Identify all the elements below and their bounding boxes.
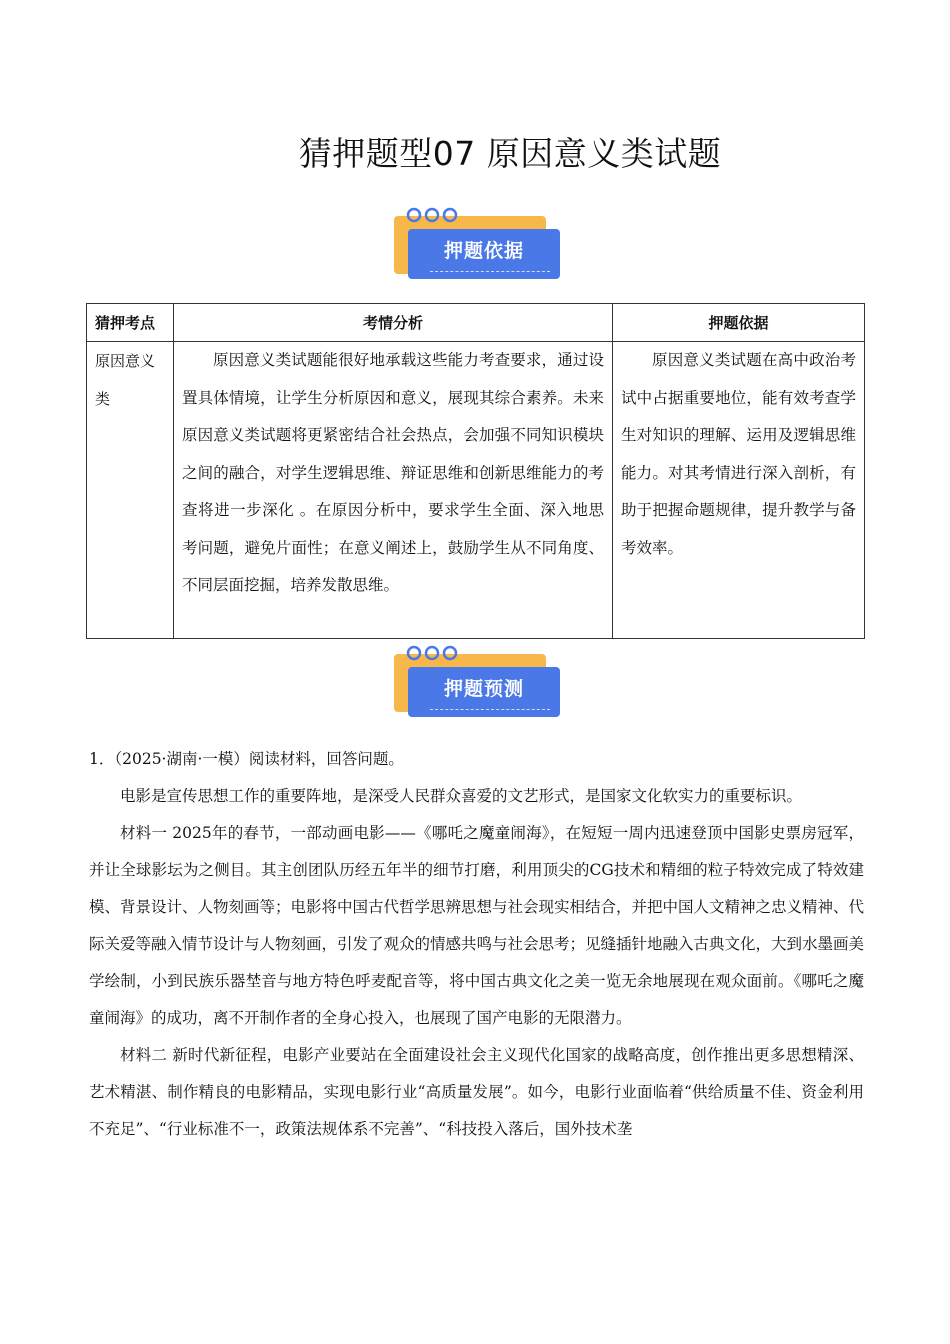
rings-icon [402, 641, 462, 663]
question-intro: 电影是宣传思想工作的重要阵地，是深受人民群众喜爱的文艺形式，是国家文化软实力的重要标识。 [120, 787, 803, 805]
cell-point: 原因意义类 [87, 342, 174, 639]
cell-basis: 原因意义类试题在高中政治考试中占据重要地位，能有效考查学生对知识的理解、运用及逻辑思维能力。对其考情进行深入剖析，有助于把握命题规律，提升教学与备考效率。 [613, 342, 865, 639]
table-row [87, 342, 865, 639]
section-badge-prediction [394, 641, 564, 721]
material-two: 材料二 新时代新征程，电影产业要站在全面建设社会主义现代化国家的战略高度，创作推出更多思想精深、艺术精湛、制作精良的电影精品，实现电影行业“高质量发展”。如今，电影行业面临着“供给质量不佳、资金利用不充足”、“行业标准不一，政策法规体系不完善”、“科技投入落后，国外技术垄 [89, 1046, 864, 1138]
badge-label: 押题依据 [443, 240, 524, 262]
badge-label: 押题预测 [443, 678, 524, 700]
table-header-row [87, 304, 865, 342]
basis-table [86, 303, 865, 639]
page-title: 猜押题型07 原因意义类试题 [298, 134, 722, 173]
cell-analysis: 原因意义类试题能很好地承载这些能力考查要求，通过设置具体情境，让学生分析原因和意义，展现其综合素养。未来原因意义类试题将更紧密结合社会热点，会加强不同知识模块之间的融合，对学生逻辑思维、辩证思维和创新思维能力的考查将进一步深化 。在原因分析中，要求学生全面、深入地思考问题，避免片面性；在意义阐述上，鼓励学生从不同角度、不同层面挖掘，培养发散思维。 [174, 342, 613, 639]
question-block [89, 741, 864, 1148]
header-basis: 押题依据 [613, 304, 865, 342]
header-analysis: 考情分析 [174, 304, 613, 342]
rings-icon [402, 203, 462, 225]
question-stem: 1．（2025·湖南·一模）阅读材料，回答问题。 [89, 750, 404, 768]
header-point: 猜押考点 [87, 304, 174, 342]
section-badge-basis [394, 203, 564, 283]
material-one: 材料一 2025年的春节，一部动画电影——《哪吒之魔童闹海》，在短短一周内迅速登顶中国影史票房冠军，并让全球影坛为之侧目。其主创团队历经五年半的细节打磨，利用顶尖的CG技术和精细的粒子特效完成了特效建模、背景设计、人物刻画等；电影将中国古代哲学思辨思想与社会现实相结合，并把中国人文精神之忠义精神、代际关爱等融入情节设计与人物刻画，引发了观众的情感共鸣与社会思考；见缝插针地融入古典文化，大到水墨画美学绘制，小到民族乐器埜音与地方特色呼麦配音等，将中国古典文化之美一览无余地展现在观众面前。《哪吒之魔童闹海》的成功，离不开制作者的全身心投入，也展现了国产电影的无限潜力。 [89, 824, 865, 1027]
